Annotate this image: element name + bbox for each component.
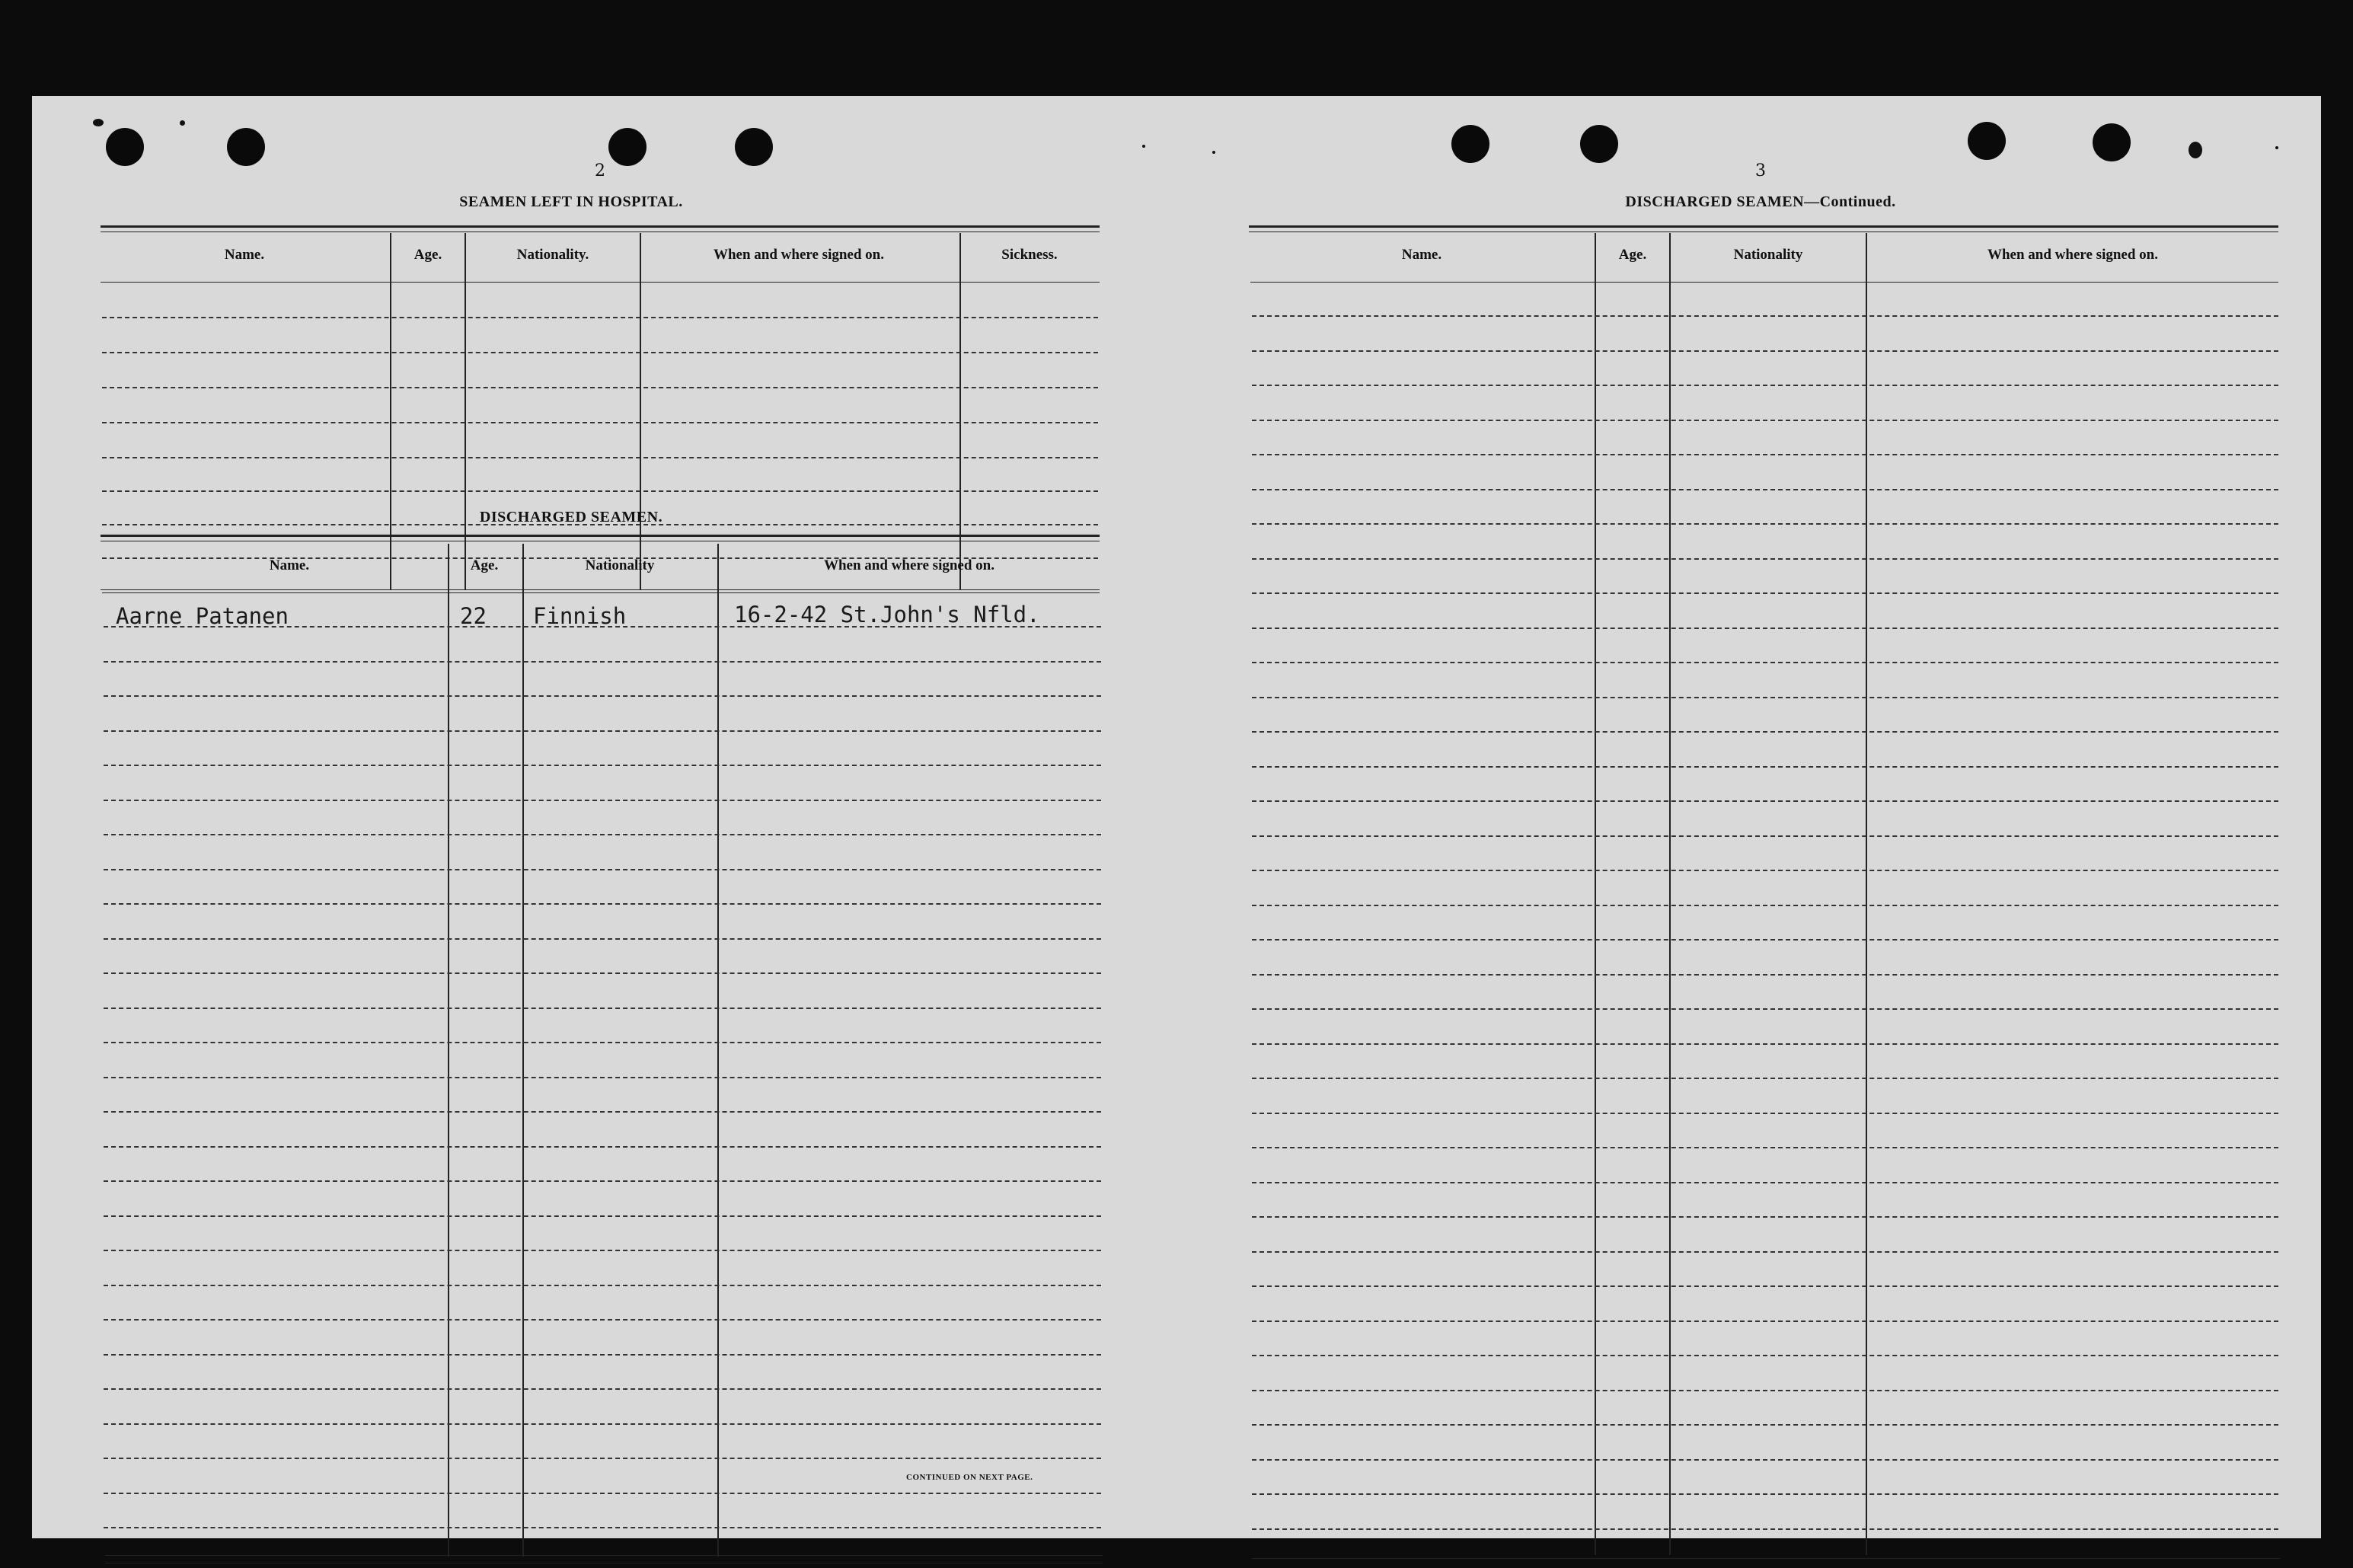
entry-line xyxy=(1252,350,2278,352)
continued-note: CONTINUED ON NEXT PAGE. xyxy=(906,1473,1033,1482)
entry-line xyxy=(1252,489,2278,490)
entry-line xyxy=(1252,1390,2278,1391)
entry-line xyxy=(102,457,1098,458)
table-rule xyxy=(105,1555,1103,1556)
entry-line xyxy=(104,1008,1101,1009)
ink-speck xyxy=(93,119,104,126)
entry-line xyxy=(1252,523,2278,525)
entry-line xyxy=(1252,1321,2278,1322)
page-number-left: 2 xyxy=(595,161,605,180)
col-head-name: Name. xyxy=(224,247,265,263)
header-underline xyxy=(1250,282,2278,283)
entry-line xyxy=(1252,939,2278,940)
entry-line xyxy=(1252,905,2278,906)
entry-line xyxy=(104,1319,1101,1321)
entry-line xyxy=(1252,870,2278,871)
entry-line xyxy=(1252,592,2278,594)
entry-line xyxy=(102,317,1098,318)
binder-hole xyxy=(1968,122,2006,160)
col-head-nationality: Nationality xyxy=(1733,247,1803,263)
header-underline xyxy=(101,282,1100,283)
binder-hole xyxy=(1451,125,1489,163)
table-rule xyxy=(101,225,1100,228)
entry-line xyxy=(1252,1078,2278,1079)
entry-line xyxy=(104,800,1101,801)
right-section-title xyxy=(1502,193,2019,211)
col-head-nationality: Nationality. xyxy=(516,247,589,263)
col-head-name: Name. xyxy=(1401,247,1442,263)
col-head-signed-on: When and where signed on. xyxy=(713,247,884,263)
entry-line xyxy=(1252,800,2278,802)
binder-hole xyxy=(608,128,647,166)
entry-line xyxy=(102,422,1098,423)
page-number-right: 3 xyxy=(1755,161,1766,180)
entry-line xyxy=(104,938,1101,940)
entry-line xyxy=(104,1285,1101,1286)
ink-speck xyxy=(2275,146,2278,149)
entry-line xyxy=(104,1423,1101,1425)
entry-name: Aarne Patanen xyxy=(116,603,289,629)
col-head-signed-on: When and where signed on. xyxy=(1987,247,2158,263)
entry-line xyxy=(104,1146,1101,1148)
col-head-age: Age. xyxy=(1618,247,1647,263)
entry-line xyxy=(1252,766,2278,768)
col-head-nationality: Nationality xyxy=(585,557,655,573)
entry-line xyxy=(104,1111,1101,1113)
entry-line xyxy=(1252,662,2278,663)
entry-line xyxy=(104,1527,1101,1528)
entry-signed-on: 16-2-42 St.John's Nfld. xyxy=(734,602,1040,628)
col-head-sickness: Sickness. xyxy=(1001,247,1058,263)
table-rule xyxy=(101,589,1100,590)
entry-line xyxy=(102,387,1098,388)
entry-nationality: Finnish xyxy=(533,603,627,629)
entry-line xyxy=(1252,454,2278,455)
entry-line xyxy=(104,1250,1101,1251)
entry-line xyxy=(104,903,1101,905)
ledger-spread xyxy=(32,96,2321,1538)
entry-line xyxy=(1252,420,2278,421)
entry-line xyxy=(104,834,1101,835)
entry-age: 22 xyxy=(460,603,487,629)
header-underline xyxy=(102,592,1100,593)
binder-hole xyxy=(2093,123,2131,161)
discharged-section-title: DISCHARGED SEAMEN. xyxy=(479,509,663,525)
entry-line xyxy=(1252,1113,2278,1114)
entry-line xyxy=(104,695,1101,697)
entry-line xyxy=(104,1180,1101,1182)
col-head-name: Name. xyxy=(269,557,310,573)
entry-line xyxy=(1252,1147,2278,1148)
entry-line xyxy=(1252,697,2278,698)
entry-line xyxy=(1252,1493,2278,1495)
binder-hole xyxy=(735,128,773,166)
ink-speck xyxy=(1142,145,1145,148)
entry-line xyxy=(104,730,1101,732)
entry-line xyxy=(104,1077,1101,1078)
entry-line xyxy=(104,869,1101,870)
entry-line xyxy=(1252,1424,2278,1426)
entry-line xyxy=(1252,1216,2278,1218)
ink-speck xyxy=(2189,142,2202,158)
col-head-age: Age. xyxy=(470,557,499,573)
binder-hole xyxy=(227,128,265,166)
entry-line xyxy=(1252,1182,2278,1183)
entry-line xyxy=(1252,315,2278,317)
entry-line xyxy=(1252,974,2278,976)
entry-line xyxy=(104,1493,1101,1494)
entry-line xyxy=(1252,1459,2278,1461)
column-divider xyxy=(1866,233,1867,1555)
entry-line xyxy=(1252,385,2278,386)
entry-line xyxy=(1252,558,2278,560)
entry-line xyxy=(1252,1355,2278,1356)
table-rule xyxy=(1252,1558,2280,1559)
ink-speck xyxy=(1212,151,1215,154)
entry-line xyxy=(1252,1528,2278,1530)
entry-line xyxy=(1252,1285,2278,1287)
entry-line xyxy=(104,661,1101,663)
entry-line xyxy=(104,765,1101,766)
entry-line xyxy=(104,626,1101,628)
table-rule xyxy=(1249,225,2278,228)
hospital-section-title: SEAMEN LEFT IN HOSPITAL. xyxy=(459,193,683,210)
entry-line xyxy=(1252,1043,2278,1045)
entry-line xyxy=(1252,731,2278,733)
entry-line xyxy=(104,1354,1101,1356)
entry-line xyxy=(104,1042,1101,1043)
binder-hole xyxy=(1580,125,1618,163)
entry-line xyxy=(1252,628,2278,629)
right-title-suffix: —Continued. xyxy=(1804,193,1896,210)
ink-speck xyxy=(180,120,185,126)
entry-line xyxy=(102,352,1098,353)
column-divider xyxy=(1669,233,1671,1555)
entry-line xyxy=(102,490,1098,492)
entry-line xyxy=(104,972,1101,974)
entry-line xyxy=(1252,1008,2278,1010)
col-head-age: Age. xyxy=(413,247,442,263)
entry-line xyxy=(104,1388,1101,1390)
entry-line xyxy=(104,1215,1101,1217)
right-title-main: DISCHARGED SEAMEN xyxy=(1625,193,1805,210)
column-divider xyxy=(1595,233,1596,1555)
entry-line xyxy=(1252,1251,2278,1253)
table-rule xyxy=(101,535,1100,537)
entry-line xyxy=(1252,835,2278,837)
col-head-signed-on: When and where signed on. xyxy=(823,557,995,573)
binder-hole xyxy=(106,128,144,166)
entry-line xyxy=(104,1458,1101,1459)
